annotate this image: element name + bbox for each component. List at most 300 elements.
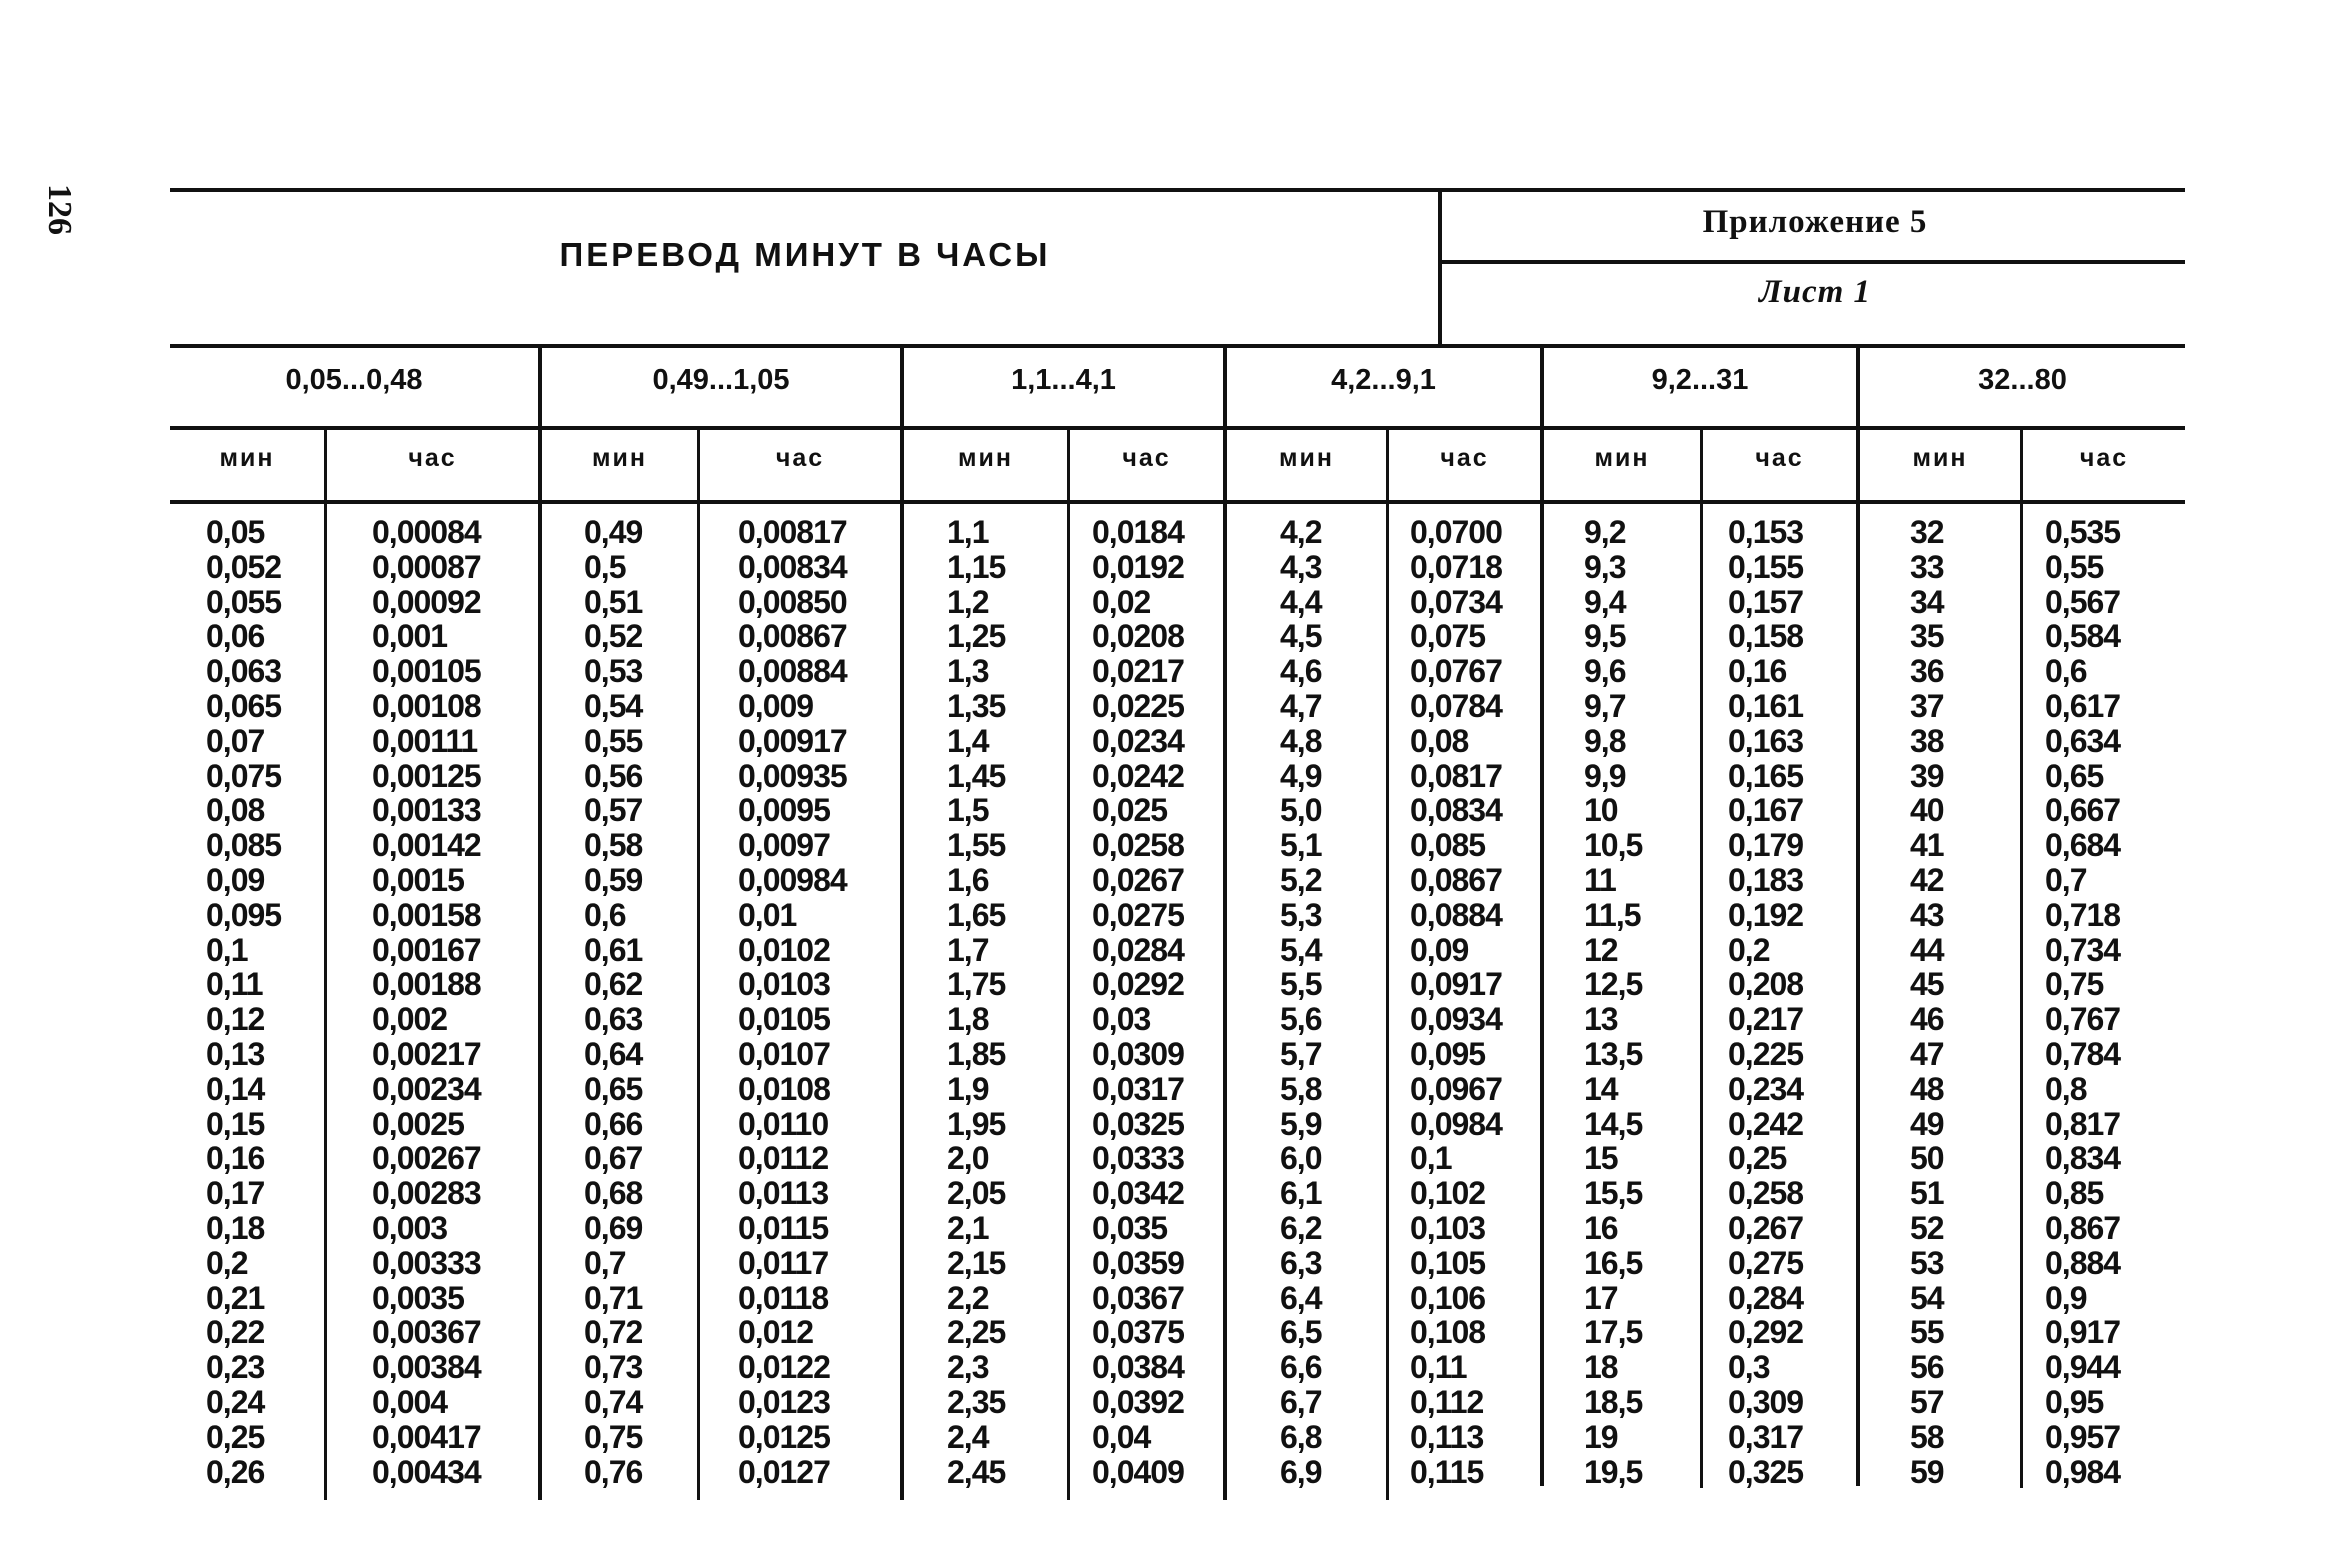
table-cell: 0,867 (2045, 1209, 2121, 1246)
table-cell: 0,0342 (1092, 1175, 1184, 1212)
table-cell: 0,0325 (1092, 1105, 1184, 1142)
table-cell: 0,0217 (1092, 653, 1184, 690)
table-cell: 0,95 (2045, 1383, 2104, 1420)
table-cell: 5,1 (1280, 827, 1322, 864)
table-cell: 0,00984 (738, 861, 847, 898)
table-cell: 5,4 (1280, 931, 1322, 968)
table-cell: 0,54 (584, 687, 643, 724)
range-header: 1,1...4,1 (1011, 364, 1116, 396)
header-bottom-rule (170, 344, 2185, 348)
range-header: 0,49...1,05 (652, 364, 790, 396)
table-cell: 0,234 (1728, 1070, 1804, 1107)
hour-values-column (1410, 515, 1502, 1489)
table-cell: 0,325 (1728, 1453, 1804, 1490)
table-cell: 0,317 (1728, 1418, 1804, 1455)
table-cell: 0,0817 (1410, 757, 1502, 794)
table-cell: 0,0409 (1092, 1453, 1184, 1490)
table-cell: 1,2 (947, 583, 989, 620)
table-cell: 0,0192 (1092, 548, 1184, 585)
table-cell: 1,3 (947, 653, 989, 690)
table-cell: 0,57 (584, 792, 643, 829)
table-cell: 0,7 (2045, 861, 2087, 898)
table-cell: 0,115 (1410, 1453, 1484, 1490)
table-cell: 0,1 (206, 931, 248, 968)
table-cell: 1,1 (947, 514, 989, 550)
min-values-column (1584, 515, 1642, 1489)
table-cell: 0,0934 (1410, 1001, 1502, 1038)
hour-values-column (1728, 515, 1803, 1489)
table-cell: 0,0700 (1410, 514, 1502, 550)
table-cell: 0,063 (206, 653, 282, 690)
table-cell: 0,155 (1728, 548, 1804, 585)
table-cell: 41 (1910, 827, 1944, 864)
table-cell: 0,161 (1728, 687, 1804, 724)
table-cell: 0,085 (1410, 827, 1486, 864)
table-cell: 0,00834 (738, 548, 847, 585)
table-cell: 0,0105 (738, 1001, 830, 1038)
table-cell: 0,14 (206, 1070, 265, 1107)
table-cell: 35 (1910, 618, 1944, 655)
table-cell: 1,9 (947, 1070, 989, 1107)
table-cell: 0,0127 (738, 1453, 830, 1490)
subcolumn-divider (1700, 428, 1703, 1488)
table-cell: 0,00884 (738, 653, 847, 690)
table-cell: 0,00384 (372, 1349, 481, 1386)
hour-values-column (372, 515, 481, 1489)
table-cell: 0,0103 (738, 966, 830, 1003)
table-cell: 0,957 (2045, 1418, 2121, 1455)
table-cell: 0,22 (206, 1314, 265, 1351)
table-cell: 0,00333 (372, 1244, 481, 1281)
table-cell: 0,00125 (372, 757, 481, 794)
table-cell: 0,16 (1728, 653, 1787, 690)
table-cell: 5,5 (1280, 966, 1322, 1003)
table-cell: 4,6 (1280, 653, 1322, 690)
table-cell: 0,51 (584, 583, 643, 620)
table-cell: 0,00108 (372, 687, 481, 724)
table-cell: 0,667 (2045, 792, 2121, 829)
table-cell: 0,0767 (1410, 653, 1502, 690)
table-cell: 0,917 (2045, 1314, 2121, 1351)
table-cell: 0,02 (1092, 583, 1151, 620)
table-cell: 0,08 (1410, 722, 1469, 759)
table-cell: 0,0267 (1092, 861, 1184, 898)
table-cell: 0,00867 (738, 618, 847, 655)
table-cell: 0,49 (584, 514, 643, 550)
table-cell: 1,25 (947, 618, 1006, 655)
table-cell: 0,26 (206, 1453, 265, 1490)
table-cell: 0,6 (2045, 653, 2087, 690)
table-cell: 4,2 (1280, 514, 1322, 550)
table-cell: 0,56 (584, 757, 643, 794)
table-cell: 0,63 (584, 1001, 643, 1038)
table-cell: 0,74 (584, 1383, 643, 1420)
table-cell: 0,72 (584, 1314, 643, 1351)
table-cell: 0,167 (1728, 792, 1804, 829)
min-column-header: мин (1594, 444, 1650, 472)
table-cell: 0,309 (1728, 1383, 1804, 1420)
table-cell: 0,00105 (372, 653, 481, 690)
table-cell: 0,075 (206, 757, 282, 794)
table-cell: 0,08 (206, 792, 265, 829)
table-cell: 0,61 (584, 931, 643, 968)
table-cell: 1,55 (947, 827, 1006, 864)
table-cell: 0,0292 (1092, 966, 1184, 1003)
table-cell: 0,0122 (738, 1349, 830, 1386)
table-cell: 2,25 (947, 1314, 1006, 1351)
table-cell: 9,8 (1584, 722, 1626, 759)
table-cell: 0,0317 (1092, 1070, 1184, 1107)
table-cell: 6,5 (1280, 1314, 1322, 1351)
table-cell: 0,00367 (372, 1314, 481, 1351)
table-cell: 0,192 (1728, 896, 1804, 933)
table-cell: 0,0359 (1092, 1244, 1184, 1281)
table-cell: 0,00167 (372, 931, 481, 968)
page-title: ПЕРЕВОД МИНУТ В ЧАСЫ (559, 236, 1051, 273)
table-cell: 0,3 (1728, 1349, 1770, 1386)
table-cell: 13,5 (1584, 1035, 1643, 1072)
table-cell: 0,00188 (372, 966, 481, 1003)
table-cell: 0,67 (584, 1140, 643, 1177)
table-cell: 0,00087 (372, 548, 481, 585)
table-cell: 0,52 (584, 618, 643, 655)
table-cell: 0,00092 (372, 583, 481, 620)
table-cell: 1,15 (947, 548, 1006, 585)
table-cell: 42 (1910, 861, 1944, 898)
table-cell: 0,68 (584, 1175, 643, 1212)
top-rule (170, 188, 2185, 192)
table-cell: 1,85 (947, 1035, 1006, 1072)
table-cell: 0,0102 (738, 931, 830, 968)
table-cell: 0,225 (1728, 1035, 1804, 1072)
table-cell: 0,01 (738, 896, 797, 933)
table-cell: 0,8 (2045, 1070, 2087, 1107)
table-cell: 0,108 (1410, 1314, 1486, 1351)
table-cell: 6,1 (1280, 1175, 1322, 1212)
table-cell: 0,00817 (738, 514, 847, 550)
hour-column-header: час (1755, 444, 1804, 472)
table-cell: 0,0384 (1092, 1349, 1184, 1386)
table-cell: 0,535 (2045, 514, 2121, 550)
table-cell: 0,834 (2045, 1140, 2121, 1177)
table-cell: 0,258 (1728, 1175, 1804, 1212)
table-cell: 0,09 (206, 861, 265, 898)
table-cell: 0,275 (1728, 1244, 1804, 1281)
table-cell: 0,217 (1728, 1001, 1804, 1038)
table-cell: 53 (1910, 1244, 1944, 1281)
table-cell: 13 (1584, 1001, 1618, 1038)
table-cell: 0,567 (2045, 583, 2121, 620)
table-cell: 5,3 (1280, 896, 1322, 933)
table-cell: 32 (1910, 514, 1944, 550)
table-cell: 6,7 (1280, 1383, 1322, 1420)
table-cell: 0,0867 (1410, 861, 1502, 898)
table-cell: 0,035 (1092, 1209, 1168, 1246)
table-cell: 5,2 (1280, 861, 1322, 898)
table-cell: 33 (1910, 548, 1944, 585)
table-cell: 0,0095 (738, 792, 830, 829)
table-cell: 1,45 (947, 757, 1006, 794)
hour-column-header: час (2079, 444, 2129, 472)
appendix-divider (1440, 260, 2185, 264)
table-cell: 0,00434 (372, 1453, 481, 1490)
table-cell: 0,55 (584, 722, 643, 759)
subcolumn-divider (1067, 428, 1070, 1500)
table-cell: 0,58 (584, 827, 643, 864)
min-values-column (947, 515, 1005, 1489)
table-cell: 9,2 (1584, 514, 1626, 550)
table-cell: 38 (1910, 722, 1944, 759)
table-cell: 1,65 (947, 896, 1006, 933)
table-cell: 0,00234 (372, 1070, 481, 1107)
group-divider (900, 346, 904, 1500)
table-cell: 0,0375 (1092, 1314, 1184, 1351)
table-cell: 54 (1910, 1279, 1944, 1316)
table-cell: 14 (1584, 1070, 1618, 1107)
range-header: 0,05...0,48 (285, 364, 423, 396)
table-cell: 1,4 (947, 722, 989, 759)
table-cell: 0,103 (1410, 1209, 1486, 1246)
table-cell: 0,292 (1728, 1314, 1804, 1351)
table-cell: 0,24 (206, 1383, 265, 1420)
table-cell: 0,0309 (1092, 1035, 1184, 1072)
table-cell: 0,62 (584, 966, 643, 1003)
table-cell: 45 (1910, 966, 1944, 1003)
table-cell: 0,76 (584, 1453, 643, 1490)
table-cell: 2,45 (947, 1453, 1006, 1490)
table-cell: 16,5 (1584, 1244, 1643, 1281)
table-cell: 0,884 (2045, 1244, 2121, 1281)
table-cell: 6,9 (1280, 1453, 1322, 1490)
range-row-rule (170, 426, 2185, 430)
table-cell: 9,7 (1584, 687, 1626, 724)
table-cell: 0,0234 (1092, 722, 1184, 759)
min-column-header: мин (1912, 444, 1968, 472)
min-values-column (206, 515, 281, 1489)
table-cell: 0,65 (2045, 757, 2104, 794)
table-cell: 0,16 (206, 1140, 265, 1177)
table-cell: 0,242 (1728, 1105, 1804, 1142)
table-cell: 0,0392 (1092, 1383, 1184, 1420)
table-cell: 0,6 (584, 896, 626, 933)
table-cell: 59 (1910, 1453, 1944, 1490)
table-cell: 0,5 (584, 548, 626, 585)
table-cell: 0,00267 (372, 1140, 481, 1177)
table-cell: 6,0 (1280, 1140, 1322, 1177)
hour-values-column (1092, 515, 1184, 1489)
group-divider (1540, 346, 1544, 1486)
hour-column-header: час (1122, 444, 1171, 472)
table-cell: 0,0110 (738, 1105, 829, 1142)
table-cell: 0,0113 (738, 1175, 829, 1212)
table-cell: 0,617 (2045, 687, 2121, 724)
table-cell: 15 (1584, 1140, 1618, 1177)
table-cell: 0,11 (1410, 1349, 1467, 1386)
table-cell: 2,35 (947, 1383, 1006, 1420)
table-cell: 0,00935 (738, 757, 847, 794)
table-cell: 0,75 (2045, 966, 2104, 1003)
hour-column-header: час (775, 444, 825, 472)
table-cell: 0,0242 (1092, 757, 1184, 794)
table-cell: 0,0984 (1410, 1105, 1502, 1142)
table-cell: 0,284 (1728, 1279, 1804, 1316)
table-cell: 0,53 (584, 653, 643, 690)
table-cell: 48 (1910, 1070, 1944, 1107)
table-cell: 47 (1910, 1035, 1944, 1072)
range-header: 9,2...31 (1651, 364, 1749, 396)
table-cell: 2,15 (947, 1244, 1006, 1281)
table-cell: 18 (1584, 1349, 1618, 1386)
table-cell: 0,0112 (738, 1140, 829, 1177)
subcolumn-divider (697, 428, 700, 1500)
table-cell: 0,0333 (1092, 1140, 1184, 1177)
table-cell: 0,0108 (738, 1070, 830, 1107)
table-cell: 0,009 (738, 687, 814, 724)
table-cell: 0,052 (206, 548, 282, 585)
table-cell: 49 (1910, 1105, 1944, 1142)
table-cell: 0,85 (2045, 1175, 2104, 1212)
table-cell: 0,157 (1728, 583, 1804, 620)
table-cell: 4,4 (1280, 583, 1322, 620)
table-cell: 0,095 (1410, 1035, 1486, 1072)
table-cell: 9,3 (1584, 548, 1626, 585)
table-cell: 6,2 (1280, 1209, 1322, 1246)
table-cell: 0,734 (2045, 931, 2121, 968)
table-cell: 0,00417 (372, 1418, 481, 1455)
table-cell: 0,0784 (1410, 687, 1502, 724)
min-column-header: мин (592, 444, 647, 472)
table-cell: 2,3 (947, 1349, 989, 1386)
table-cell: 0,055 (206, 583, 282, 620)
table-cell: 0,163 (1728, 722, 1804, 759)
table-cell: 0,0208 (1092, 618, 1184, 655)
table-cell: 0,15 (206, 1105, 265, 1142)
table-cell: 0,69 (584, 1209, 643, 1246)
table-cell: 55 (1910, 1314, 1944, 1351)
table-cell: 0,984 (2045, 1453, 2121, 1490)
table-cell: 0,65 (584, 1070, 643, 1107)
table-cell: 0,0884 (1410, 896, 1502, 933)
subcolumn-divider (2020, 428, 2023, 1488)
table-cell: 0,71 (584, 1279, 643, 1316)
min-column-header: мин (1279, 444, 1334, 472)
table-cell: 0,23 (206, 1349, 265, 1386)
min-values-column (584, 515, 642, 1489)
table-cell: 0,0718 (1410, 548, 1502, 585)
table-cell: 5,7 (1280, 1035, 1322, 1072)
table-cell: 43 (1910, 896, 1944, 933)
table-cell: 58 (1910, 1418, 1944, 1455)
table-cell: 0,817 (2045, 1105, 2121, 1142)
table-cell: 0,00850 (738, 583, 847, 620)
min-values-column (1280, 515, 1321, 1489)
table-cell: 56 (1910, 1349, 1944, 1386)
table-cell: 0,208 (1728, 966, 1804, 1003)
table-cell: 4,9 (1280, 757, 1322, 794)
table-cell: 2,2 (947, 1279, 989, 1316)
table-cell: 0,0225 (1092, 687, 1184, 724)
table-cell: 0,00133 (372, 792, 481, 829)
table-cell: 6,8 (1280, 1418, 1322, 1455)
page-number: 126 (41, 184, 78, 235)
table-cell: 0,684 (2045, 827, 2121, 864)
table-cell: 2,1 (947, 1209, 989, 1246)
table-cell: 0,00142 (372, 827, 481, 864)
table-cell: 1,5 (947, 792, 989, 829)
table-cell: 0,183 (1728, 861, 1804, 898)
table-cell: 34 (1910, 583, 1944, 620)
table-cell: 0,03 (1092, 1001, 1151, 1038)
table-cell: 0,634 (2045, 722, 2121, 759)
table-cell: 2,05 (947, 1175, 1006, 1212)
table-cell: 0,25 (206, 1418, 265, 1455)
table-cell: 0,18 (206, 1209, 265, 1246)
table-cell: 15,5 (1584, 1175, 1643, 1212)
table-cell: 6,6 (1280, 1349, 1322, 1386)
table-cell: 0,718 (2045, 896, 2121, 933)
table-cell: 9,9 (1584, 757, 1626, 794)
group-divider (1223, 346, 1227, 1500)
table-cell: 0,0123 (738, 1383, 830, 1420)
range-header: 4,2...9,1 (1331, 364, 1436, 396)
table-cell: 9,4 (1584, 583, 1626, 620)
subcolumn-divider (324, 428, 327, 1500)
table-cell: 0,9 (2045, 1279, 2087, 1316)
table-cell: 0,64 (584, 1035, 643, 1072)
table-cell: 0,0917 (1410, 966, 1502, 1003)
table-cell: 0,158 (1728, 618, 1804, 655)
hour-column-header: час (408, 444, 457, 472)
table-cell: 0,0275 (1092, 896, 1184, 933)
table-cell: 0,0035 (372, 1279, 464, 1316)
table-cell: 0,0117 (738, 1244, 829, 1281)
table-cell: 51 (1910, 1175, 1944, 1212)
table-cell: 0,0967 (1410, 1070, 1502, 1107)
table-cell: 1,95 (947, 1105, 1006, 1142)
range-header: 32...80 (1978, 364, 2067, 396)
table-cell: 50 (1910, 1140, 1944, 1177)
table-cell: 12 (1584, 931, 1618, 968)
table-cell: 17 (1584, 1279, 1618, 1316)
table-cell: 1,35 (947, 687, 1006, 724)
table-cell: 0,085 (206, 827, 282, 864)
table-cell: 0,0834 (1410, 792, 1502, 829)
subcolumn-divider (1386, 428, 1389, 1500)
table-cell: 0,0184 (1092, 514, 1184, 550)
table-cell: 0,0284 (1092, 931, 1184, 968)
table-cell: 0,7 (584, 1244, 626, 1281)
min-values-column (1910, 515, 1944, 1489)
table-cell: 0,102 (1410, 1175, 1486, 1212)
table-cell: 0,767 (2045, 1001, 2121, 1038)
table-cell: 1,7 (947, 931, 989, 968)
table-cell: 0,11 (206, 966, 263, 1003)
table-cell: 0,59 (584, 861, 643, 898)
table-cell: 0,12 (206, 1001, 265, 1038)
table-cell: 0,012 (738, 1314, 814, 1351)
table-cell: 52 (1910, 1209, 1944, 1246)
table-cell: 0,2 (1728, 931, 1770, 968)
table-cell: 0,17 (206, 1175, 265, 1212)
table-cell: 0,13 (206, 1035, 265, 1072)
table-cell: 36 (1910, 653, 1944, 690)
table-cell: 16 (1584, 1209, 1618, 1246)
table-cell: 0,00217 (372, 1035, 481, 1072)
table-cell: 0,0025 (372, 1105, 464, 1142)
table-cell: 0,00084 (372, 514, 481, 550)
table-cell: 0,00158 (372, 896, 481, 933)
appendix-label: Приложение 5 (1702, 204, 1928, 240)
